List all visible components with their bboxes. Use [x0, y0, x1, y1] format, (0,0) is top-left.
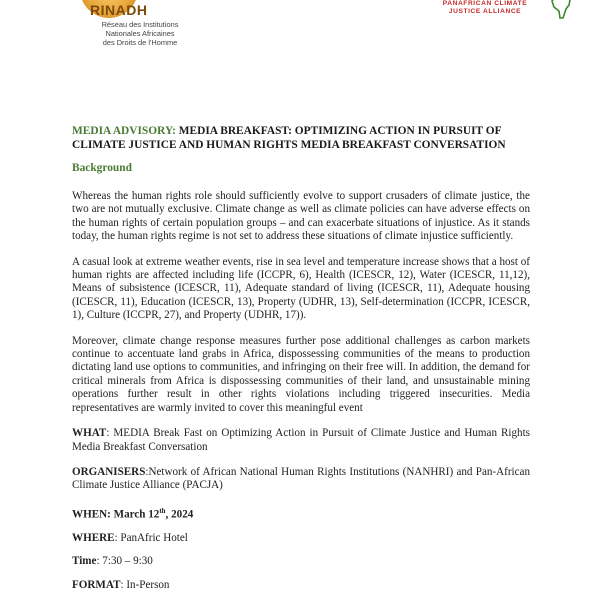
background-heading: Background — [72, 162, 132, 174]
time-value: : 7:30 – 9:30 — [96, 555, 153, 568]
what-line — [72, 427, 530, 454]
advisory-label: MEDIA ADVISORY: — [72, 125, 176, 137]
background-paragraph-3: Moreover, climate change response measures further pose additional challenges as carbon markets continue to accentuate land grabs in Africa, dispossessing communities of the means to production dictating land use options to communities, and infringing on their free will. In addition, the demand for critical minerals from Africa is dispossessing communities of their land, and unsustainable mining operations further result in other rights violations including triggered insecurities. Media representatives are warmly invited to cover this meaningful event — [72, 334, 530, 414]
format-value: : In-Person — [120, 578, 170, 591]
when-ordinal: th — [159, 506, 166, 515]
pacja-logo — [410, 0, 570, 30]
organisers-line — [72, 466, 530, 493]
africa-map-icon — [550, 0, 574, 20]
what-value: : MEDIA Break Fast on Optimizing Action in Pursuit of Climate Justice and Human Rights Media Breakfast Conversation — [72, 427, 530, 453]
advisory-title: MEDIA BREAKFAST: OPTIMIZING ACTION IN PURSUIT OF CLIMATE JUSTICE AND HUMAN RIGHTS MEDIA BREAKFAST CONVERSATION — [72, 125, 506, 151]
rinadh-tagline: Réseau des Institutions Nationales Africaines des Droits de l'Homme — [101, 20, 179, 47]
background-paragraph-1: Whereas the human rights role should sufficiently evolve to support crusaders of climate justice, the two are not mutually exclusive. Climate change as well as climate policies can have adverse effects on the human rights of certain population groups – and can exacerbate situations of injustice. As it stands today, the human rights regime is not set to address these situations of climate injustice sufficiently. — [72, 190, 530, 243]
format-label: FORMAT — [72, 578, 121, 591]
background-paragraph-2: A casual look at extreme weather events, rise in sea level and temperature increase shows that a host of human rights are affected including life (ICCPR, 6), Health (ICESCR, 12), Water (ICESCR, 11,12), Means of subsistence (ICESCR, 11), Adequate standard of living (ICESCR, 11), Adequate housing (ICESCR, 11), Education (ICESCR, 13), Property (UDHR, 13), Self-determination (ICCPR, ICESCR, 1), Culture (ICCPR, 27), and Property (UDHR, 17)). — [72, 255, 530, 322]
rinadh-wordmark: RINADH — [90, 2, 148, 18]
time-label: Time — [72, 555, 97, 568]
format-line — [72, 579, 530, 592]
time-line — [72, 555, 530, 568]
where-value: : PanAfric Hotel — [114, 531, 188, 544]
rinadh-logo — [80, 0, 190, 52]
advisory-body — [72, 124, 530, 602]
when-label: WHEN: March 12 — [72, 508, 160, 521]
organisers-value: :Network of African National Human Rights Institutions (NANHRI) and Pan-African Climate Justice Alliance (PACJA) — [72, 465, 530, 492]
pacja-name: PANAFRICAN CLIMATE JUSTICE ALLIANCE — [442, 0, 528, 15]
what-label: WHAT — [72, 427, 107, 440]
when-year: , 2024 — [165, 508, 194, 521]
page-title — [72, 124, 530, 152]
where-line — [72, 532, 530, 545]
organisers-label: ORGANISERS — [72, 465, 146, 478]
where-label: WHERE — [72, 531, 115, 544]
when-line — [72, 505, 530, 522]
